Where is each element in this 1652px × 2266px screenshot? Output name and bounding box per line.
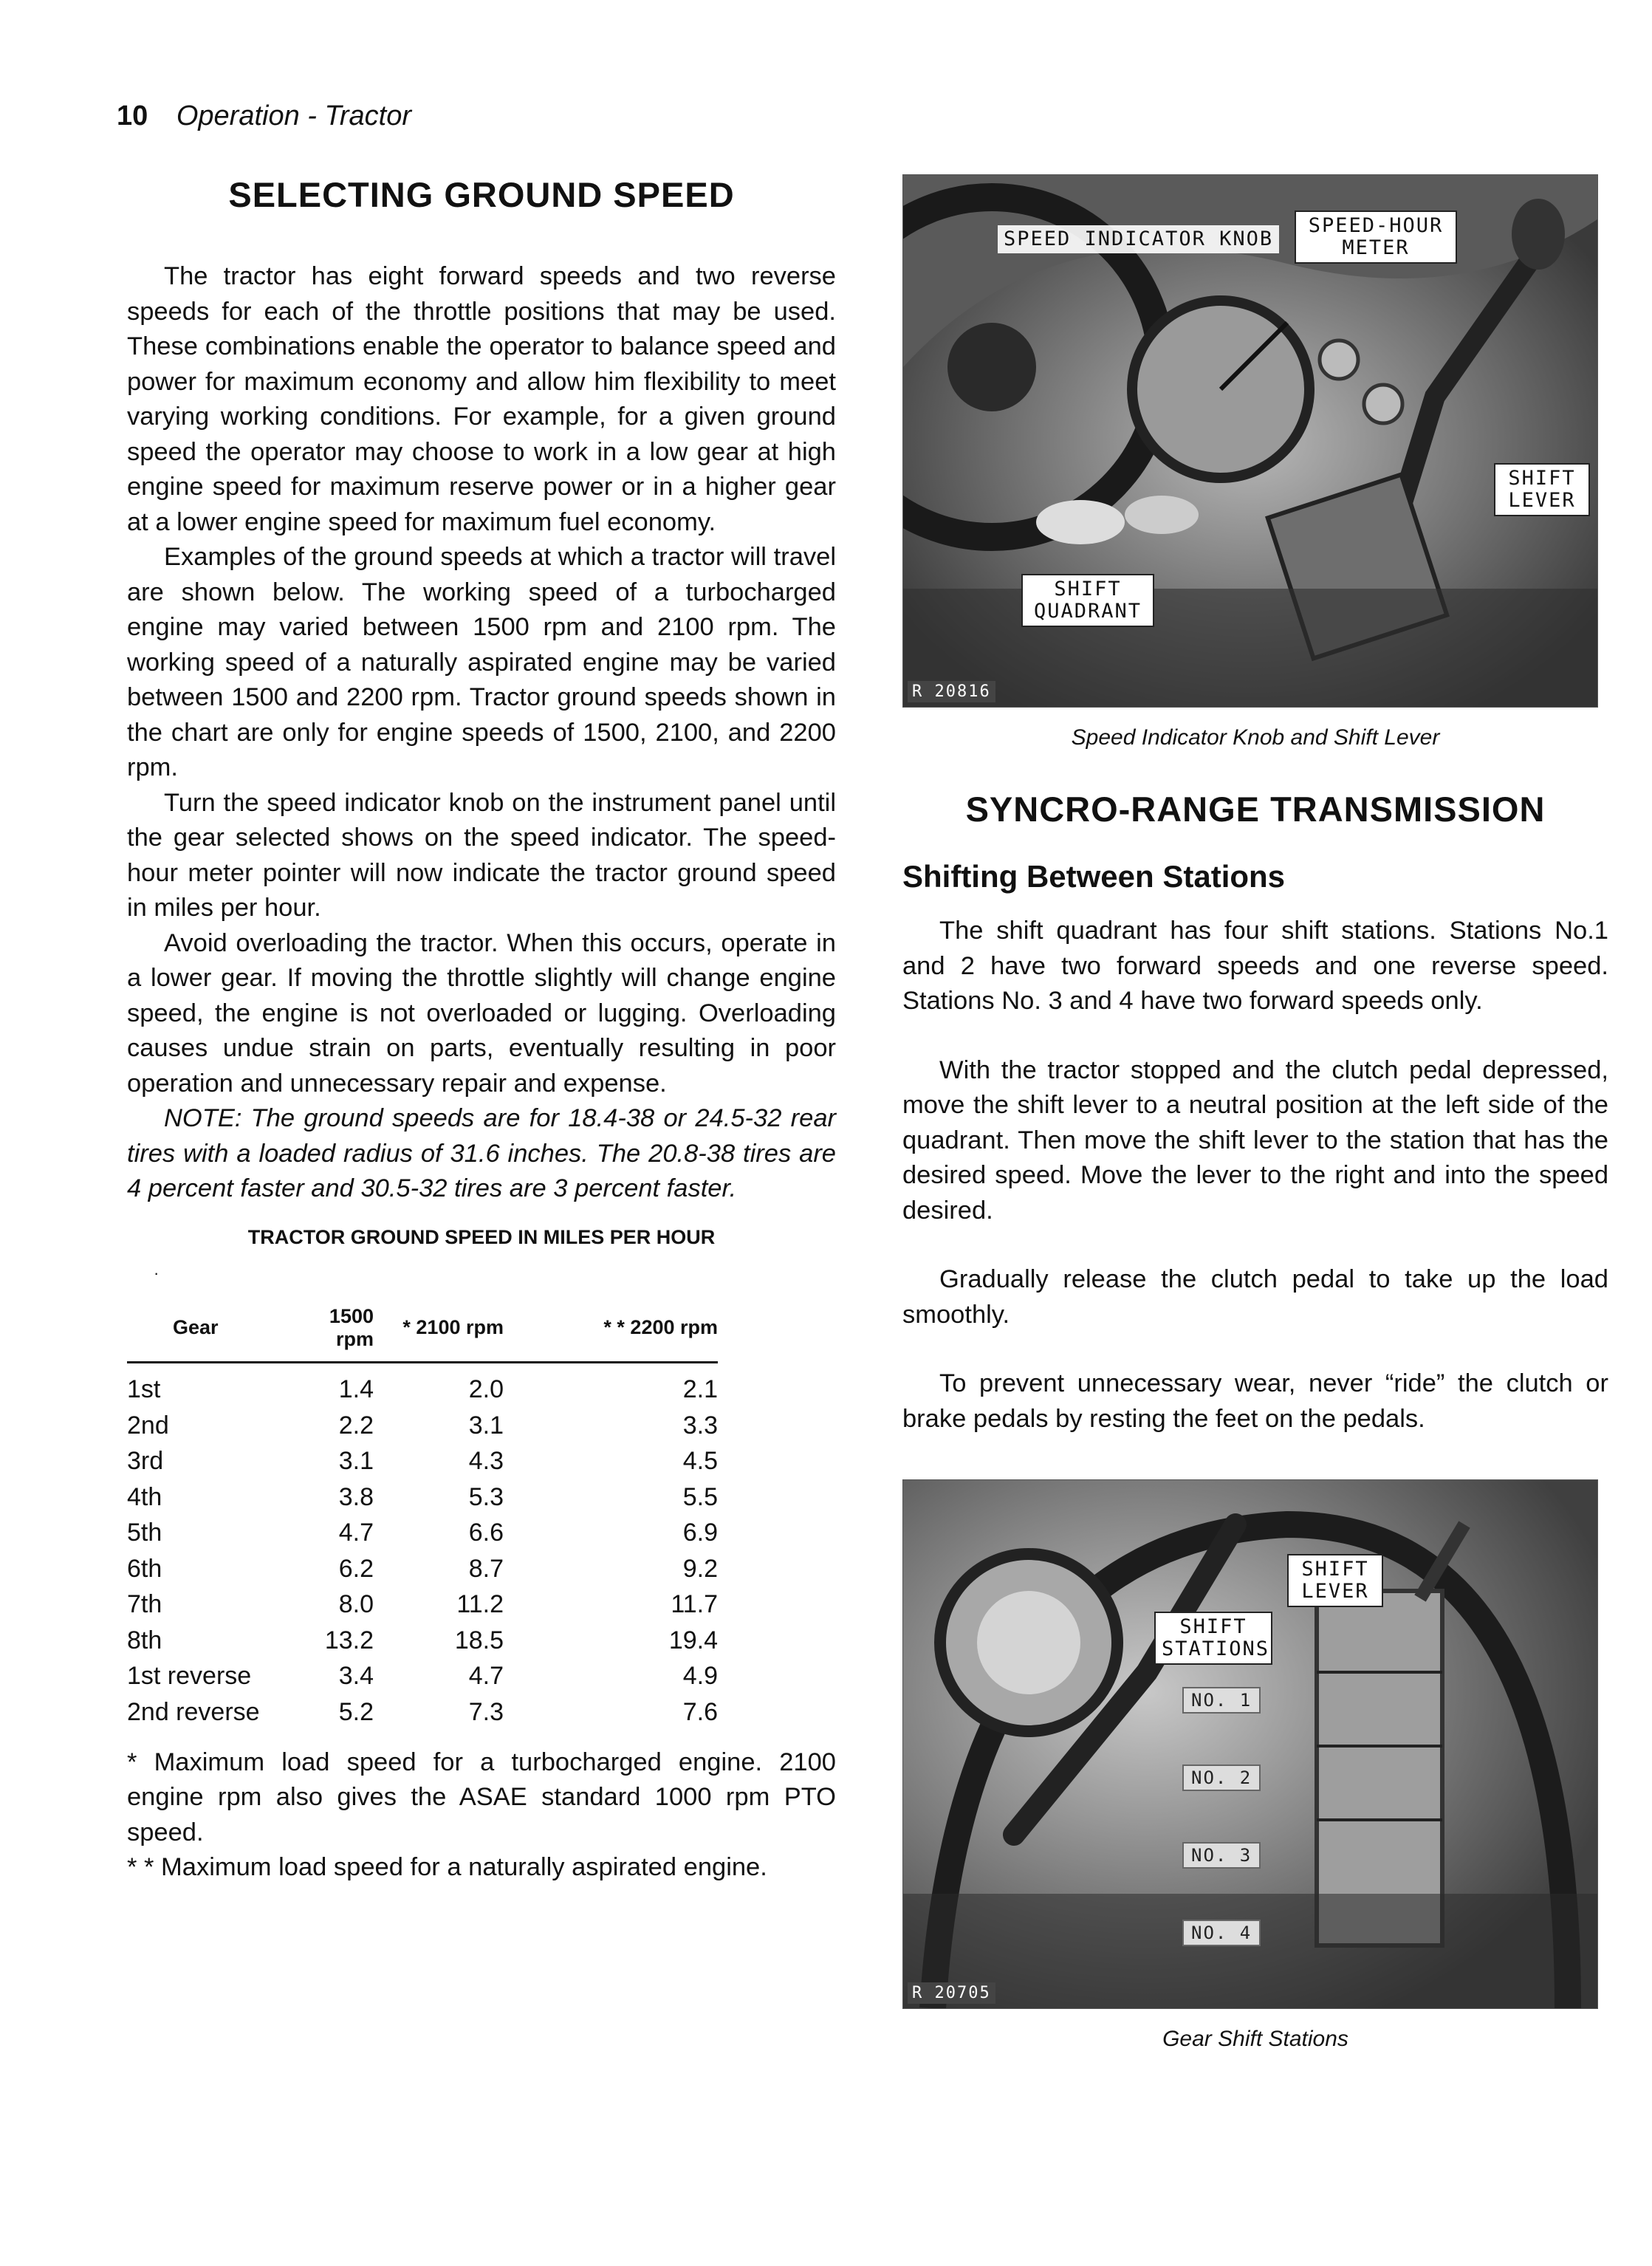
table-row bbox=[127, 1587, 718, 1623]
cell-2100: 6.6 bbox=[468, 1519, 504, 1547]
table-row bbox=[127, 1479, 718, 1516]
cell-2100: 2.0 bbox=[468, 1375, 504, 1404]
photo-gear-shift-stations bbox=[902, 1479, 1598, 2009]
table-footnotes bbox=[127, 1745, 836, 1886]
cell-1500: 3.4 bbox=[338, 1662, 374, 1691]
note-paragraph: NOTE: The ground speeds are for 18.4-38 or 24.5-32 rear tires with a loaded radius of 31.6 inches. The 20.8-38 tires are 4 percent faster and 30.5-32 tires are 3 percent faster. bbox=[127, 1104, 836, 1202]
photo-caption: Speed Indicator Knob and Shift Lever bbox=[1071, 725, 1440, 750]
cell-2100: 8.7 bbox=[468, 1554, 504, 1583]
cell-2200: 19.4 bbox=[668, 1626, 718, 1654]
cell-2200: 2.1 bbox=[682, 1375, 718, 1404]
photo-code: R 20705 bbox=[908, 1982, 995, 2004]
label-shift-stations: SHIFT STATIONS bbox=[1154, 1612, 1272, 1665]
page-number: 10 bbox=[117, 100, 148, 131]
table-header-row bbox=[127, 1305, 718, 1363]
cell-1500: 3.8 bbox=[338, 1482, 374, 1511]
right-column bbox=[902, 174, 1608, 2052]
table-row bbox=[127, 1659, 718, 1695]
paragraph: Turn the speed indicator knob on the instrument panel until the gear selected shows on the speed indicator. The speed-hour meter pointer will now indicate the tractor ground speed in miles per hour. bbox=[127, 788, 836, 922]
scan-dot: · bbox=[154, 1263, 160, 1282]
table-row bbox=[127, 1516, 718, 1552]
label-speed-hour-meter: SPEED-HOUR METER bbox=[1295, 210, 1457, 264]
cell-gear: 5th bbox=[127, 1519, 162, 1547]
cell-1500: 3.1 bbox=[338, 1447, 374, 1476]
cell-2200: 7.6 bbox=[682, 1697, 718, 1726]
cell-1500: 6.2 bbox=[338, 1554, 374, 1583]
label-station-no2: NO. 2 bbox=[1182, 1764, 1261, 1791]
cell-gear: 2nd reverse bbox=[127, 1697, 260, 1726]
cell-2200: 4.9 bbox=[682, 1662, 718, 1691]
col-header-gear: Gear bbox=[127, 1305, 304, 1363]
page-header bbox=[117, 100, 411, 132]
photo-speed-indicator bbox=[902, 174, 1598, 708]
cell-gear: 6th bbox=[127, 1554, 162, 1583]
cell-2100: 5.3 bbox=[468, 1482, 504, 1511]
cell-2200: 5.5 bbox=[682, 1482, 718, 1511]
left-column bbox=[127, 174, 836, 1886]
cell-gear: 3rd bbox=[127, 1447, 164, 1476]
table-row bbox=[127, 1694, 718, 1731]
photo-code: R 20816 bbox=[908, 681, 995, 702]
cell-2100: 3.1 bbox=[468, 1411, 504, 1440]
running-header: Operation - Tractor bbox=[176, 100, 412, 131]
col-header-1500: 1500 rpm bbox=[304, 1305, 374, 1363]
table-row bbox=[127, 1444, 718, 1480]
col-header-2200: * * 2200 rpm bbox=[504, 1305, 718, 1363]
footnote: * * Maximum load speed for a naturally aspirated engine. bbox=[127, 1853, 767, 1881]
cell-gear: 1st bbox=[127, 1375, 161, 1404]
cell-gear: 7th bbox=[127, 1590, 162, 1619]
cell-2100: 7.3 bbox=[468, 1697, 504, 1726]
label-shift-quadrant: SHIFT QUADRANT bbox=[1021, 574, 1154, 627]
cell-1500: 1.4 bbox=[338, 1375, 374, 1404]
label-station-no4: NO. 4 bbox=[1182, 1920, 1261, 1946]
subsection-title: Shifting Between Stations bbox=[902, 859, 1286, 894]
cell-1500: 8.0 bbox=[338, 1590, 374, 1619]
photo-caption: Gear Shift Stations bbox=[1162, 2027, 1348, 2051]
cell-gear: 4th bbox=[127, 1482, 162, 1511]
table-row bbox=[127, 1551, 718, 1587]
table-row bbox=[127, 1362, 718, 1408]
cell-gear: 8th bbox=[127, 1626, 162, 1654]
table-row bbox=[127, 1408, 718, 1444]
cell-2200: 11.7 bbox=[671, 1590, 718, 1619]
cell-2200: 9.2 bbox=[682, 1554, 718, 1583]
cell-2100: 11.2 bbox=[456, 1590, 504, 1619]
section-title-ground-speed: SELECTING GROUND SPEED bbox=[228, 175, 735, 214]
label-speed-indicator-knob: SPEED INDICATOR KNOB bbox=[998, 225, 1279, 253]
paragraph: To prevent unnecessary wear, never “ride” the clutch or brake pedals by resting the feet on the pedals. bbox=[902, 1369, 1608, 1433]
cell-2200: 6.9 bbox=[682, 1519, 718, 1547]
label-shift-lever: SHIFT LEVER bbox=[1494, 463, 1590, 516]
paragraph: Gradually release the clutch pedal to take up the load smoothly. bbox=[902, 1265, 1608, 1329]
cell-2100: 4.3 bbox=[468, 1447, 504, 1476]
cell-2100: 4.7 bbox=[468, 1662, 504, 1691]
cell-2200: 4.5 bbox=[682, 1447, 718, 1476]
ground-speed-table bbox=[127, 1305, 718, 1731]
cell-1500: 5.2 bbox=[338, 1697, 374, 1726]
paragraph: The shift quadrant has four shift stations. Stations No.1 and 2 have two forward speeds and one reverse speed. Stations No. 3 and 4 have two forward speeds only. bbox=[902, 917, 1608, 1015]
paragraph: The tractor has eight forward speeds and two reverse speeds for each of the throttle positions that may be used. These combinations enable the operator to balance speed and power for maximum economy and allow him flexibility to meet varying working conditions. For example, for a given ground speed the operator may choose to work in a low gear at high engine speed for maximum reserve power or in a higher gear at a lower engine speed for maximum fuel economy. bbox=[127, 262, 836, 536]
paragraph: Examples of the ground speeds at which a tractor will travel are shown below. The working speed of a turbocharged engine may varied between 1500 rpm and 2100 rpm. The working speed of a naturally aspirated engine may be varied between 1500 and 2200 rpm. Tractor ground speeds shown in the chart are only for engine speeds of 1500, 2100, and 2200 rpm. bbox=[127, 543, 836, 781]
section-title-transmission: SYNCRO-RANGE TRANSMISSION bbox=[965, 790, 1546, 829]
cell-1500: 13.2 bbox=[324, 1626, 374, 1654]
paragraph: With the tractor stopped and the clutch pedal depressed, move the shift lever to a neutral position at the left side of the quadrant. Then move the shift lever to the station that has the desired speed. Move the lever to the right and into the speed desired. bbox=[902, 1055, 1608, 1225]
cell-gear: 2nd bbox=[127, 1411, 169, 1440]
paragraph: Avoid overloading the tractor. When this occurs, operate in a lower gear. If moving the throttle slightly will change engine speed, the engine is not overloaded or lugging. Overloading causes undue strain on parts, eventually resulting in poor operation and unnecessary repair and expense. bbox=[127, 928, 836, 1098]
cell-1500: 2.2 bbox=[338, 1411, 374, 1440]
table-title: TRACTOR GROUND SPEED IN MILES PER HOUR bbox=[247, 1225, 716, 1248]
photo-illustration-1 bbox=[903, 175, 1597, 707]
cell-gear: 1st reverse bbox=[127, 1662, 252, 1691]
cell-1500: 4.7 bbox=[338, 1519, 374, 1547]
col-header-2100: * 2100 rpm bbox=[374, 1305, 504, 1363]
label-station-no1: NO. 1 bbox=[1182, 1687, 1261, 1714]
table-row bbox=[127, 1623, 718, 1659]
label-station-no3: NO. 3 bbox=[1182, 1842, 1261, 1869]
cell-2100: 18.5 bbox=[454, 1626, 504, 1654]
label-shift-lever: SHIFT LEVER bbox=[1287, 1554, 1383, 1607]
footnote: * Maximum load speed for a turbocharged engine. 2100 engine rpm also gives the ASAE standard 1000 rpm PTO speed. bbox=[127, 1748, 836, 1846]
cell-2200: 3.3 bbox=[682, 1411, 718, 1440]
